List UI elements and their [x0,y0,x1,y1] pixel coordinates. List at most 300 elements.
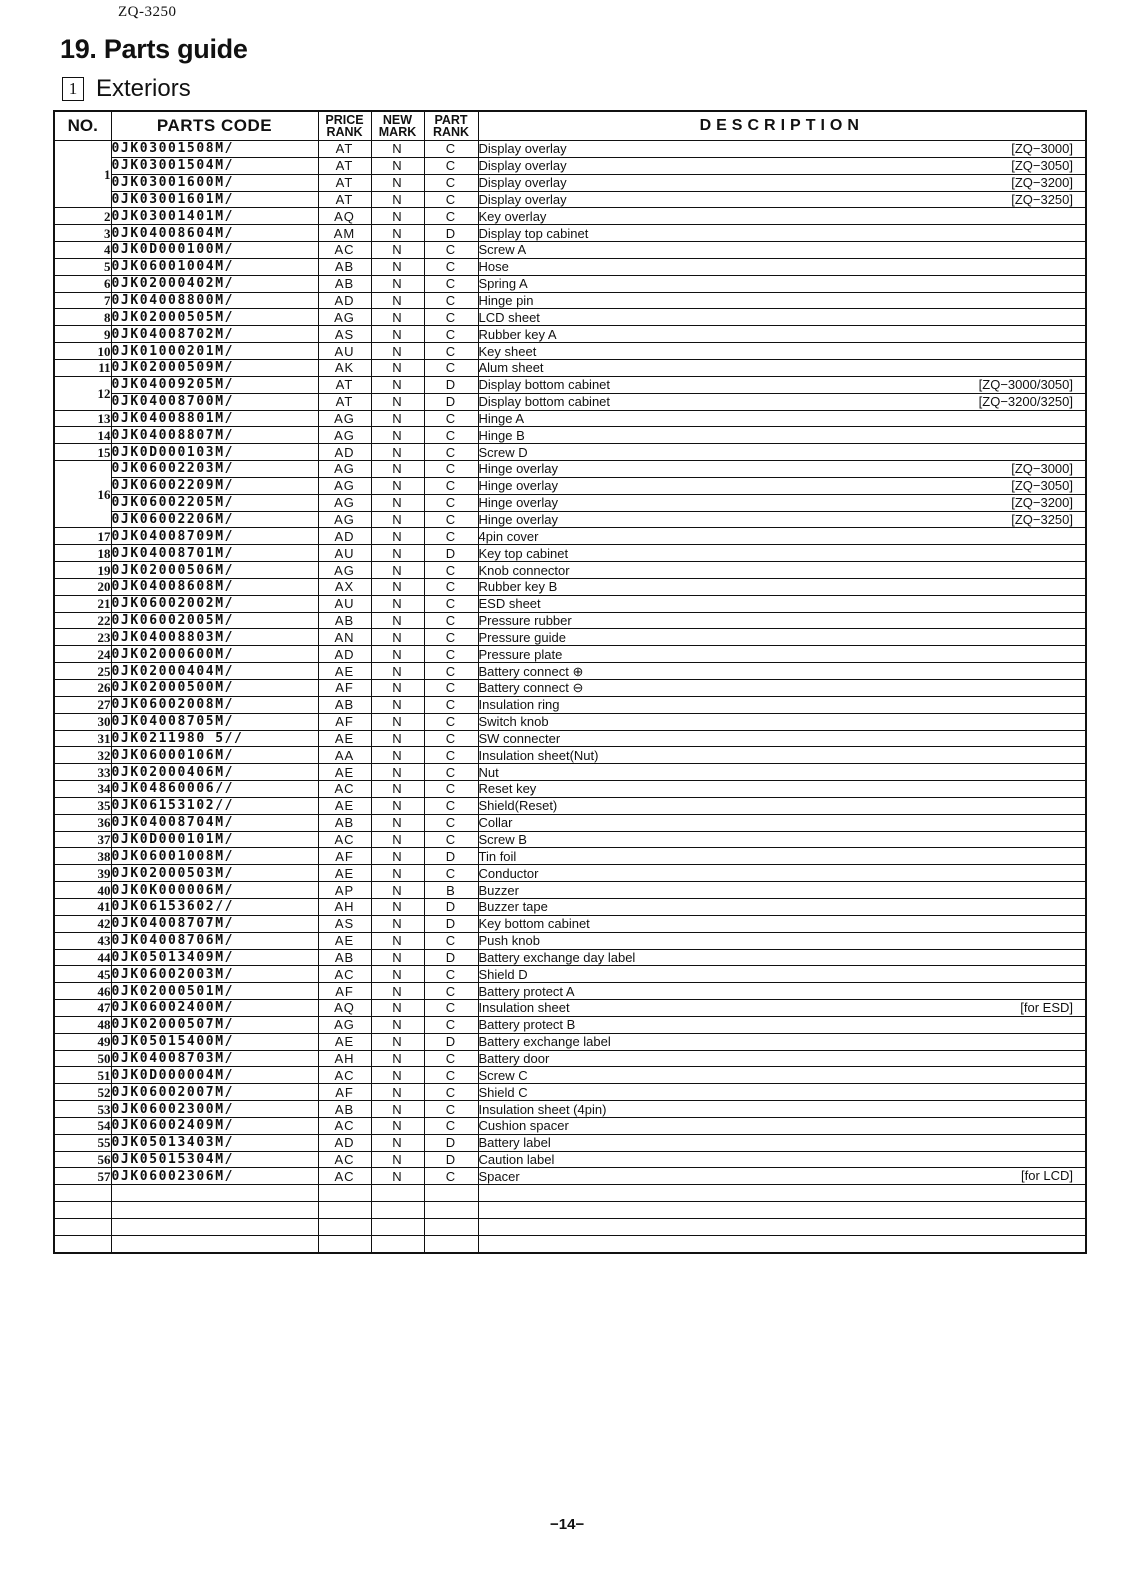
item-number: 20 [54,578,111,595]
part-rank: C [424,1084,478,1101]
price-rank: AU [318,595,371,612]
description-cell [478,208,1086,225]
part-rank: C [424,359,478,376]
model-note: [ZQ−3200] [1011,494,1073,510]
new-mark: N [371,225,424,242]
new-mark: N [371,410,424,427]
parts-code: 0JK03001600M/ [111,174,318,191]
description: Hinge overlay [478,478,558,494]
item-number: 14 [54,427,111,444]
part-rank: D [424,393,478,410]
description-cell [478,848,1086,865]
section-heading [62,75,191,103]
table-row [54,444,1086,461]
description: Insulation sheet (4pin) [478,1101,607,1117]
price-rank: AP [318,882,371,899]
price-rank-line2: RANK [326,125,363,139]
part-rank: C [424,865,478,882]
empty-cell [111,1235,318,1252]
table-row [54,629,1086,646]
parts-code: 0JK06002409M/ [111,1117,318,1134]
price-rank: AE [318,932,371,949]
price-rank: AG [318,494,371,511]
empty-cell [424,1219,478,1236]
price-rank: AC [318,966,371,983]
description-cell [478,1168,1086,1185]
item-number: 8 [54,309,111,326]
price-rank: AF [318,848,371,865]
column-header-price-rank [318,111,371,141]
description: Battery label [478,1135,551,1151]
price-rank: AG [318,461,371,478]
empty-row [54,1219,1086,1236]
description-cell [478,393,1086,410]
table-row [54,1067,1086,1084]
model-note: [ZQ−3050] [1011,477,1073,493]
parts-code: 0JK02000509M/ [111,359,318,376]
table-row [54,309,1086,326]
description: Hinge overlay [478,461,558,477]
price-rank: AG [318,309,371,326]
part-rank: D [424,848,478,865]
parts-code: 0JK04008703M/ [111,1050,318,1067]
table-row [54,1016,1086,1033]
table-row [54,747,1086,764]
description: Screw A [478,242,527,258]
item-number: 57 [54,1168,111,1185]
new-mark: N [371,258,424,275]
part-rank: C [424,477,478,494]
new-mark: N [371,141,424,158]
table-row [54,141,1086,158]
description: Insulation ring [478,697,560,713]
price-rank: AB [318,275,371,292]
description-cell [478,814,1086,831]
table-row [54,511,1086,528]
price-rank: AD [318,646,371,663]
description: Caution label [478,1152,555,1168]
description: SW connecter [478,730,561,746]
empty-cell [478,1202,1086,1219]
table-row [54,1168,1086,1185]
part-rank: C [424,511,478,528]
description-cell [478,461,1086,478]
price-rank: AH [318,898,371,915]
price-rank: AQ [318,208,371,225]
table-row [54,1134,1086,1151]
new-mark: N [371,1151,424,1168]
new-mark: N [371,578,424,595]
new-mark: N [371,1000,424,1017]
parts-code: 0JK04008705M/ [111,713,318,730]
parts-code: 0JK02000600M/ [111,646,318,663]
description: Hinge overlay [478,511,558,527]
item-number: 33 [54,764,111,781]
item-number: 39 [54,865,111,882]
part-rank: C [424,713,478,730]
description: Insulation sheet [478,1000,570,1016]
parts-code: 0JK06002007M/ [111,1084,318,1101]
new-mark: N [371,730,424,747]
price-rank: AT [318,191,371,208]
parts-code: 0JK06002209M/ [111,477,318,494]
item-number: 13 [54,410,111,427]
item-number: 4 [54,242,111,259]
description-cell [478,578,1086,595]
table-row [54,393,1086,410]
new-mark: N [371,1067,424,1084]
description: Tin foil [478,848,517,864]
price-rank: AC [318,1168,371,1185]
item-number: 31 [54,730,111,747]
table-row [54,157,1086,174]
price-rank: AG [318,427,371,444]
description: Battery connect ⊖ [478,680,584,696]
new-mark: N [371,1168,424,1185]
new-mark: N [371,915,424,932]
description: Battery exchange day label [478,949,636,965]
description-cell [478,1033,1086,1050]
parts-code: 0JK04008702M/ [111,326,318,343]
price-rank: AE [318,663,371,680]
empty-cell [54,1202,111,1219]
parts-code: 0JK06002002M/ [111,595,318,612]
model-note: [ZQ−3000] [1011,141,1073,156]
new-mark: N [371,343,424,360]
description-cell [478,983,1086,1000]
part-rank: C [424,680,478,697]
description: Shield(Reset) [478,798,558,814]
description: Hinge overlay [478,495,558,511]
parts-code: 0JK06002300M/ [111,1101,318,1118]
description: Key top cabinet [478,545,569,561]
description: Insulation sheet(Nut) [478,747,599,763]
parts-code: 0JK04008803M/ [111,629,318,646]
item-number: 10 [54,343,111,360]
part-rank: C [424,410,478,427]
part-rank: C [424,275,478,292]
item-number: 3 [54,225,111,242]
table-row [54,932,1086,949]
description: Battery exchange label [478,1034,611,1050]
table-header-row [54,111,1086,141]
price-rank: AC [318,831,371,848]
description: Key bottom cabinet [478,916,590,932]
empty-cell [424,1202,478,1219]
description: Screw D [478,444,528,460]
new-mark: N [371,309,424,326]
price-rank: AE [318,1033,371,1050]
parts-code: 0JK04008807M/ [111,427,318,444]
table-row [54,595,1086,612]
part-rank: C [424,966,478,983]
parts-code: 0JK06153102// [111,797,318,814]
parts-code: 0JK0D000004M/ [111,1067,318,1084]
price-rank: AT [318,141,371,158]
new-mark-line2: MARK [378,125,417,139]
description-cell [478,898,1086,915]
part-rank: C [424,1117,478,1134]
new-mark: N [371,882,424,899]
description: LCD sheet [478,309,540,325]
description-cell [478,477,1086,494]
description: Hose [478,259,509,275]
item-number: 50 [54,1050,111,1067]
model-note: [for ESD] [1020,1000,1073,1016]
part-rank: C [424,562,478,579]
parts-code: 0JK02000505M/ [111,309,318,326]
table-row [54,494,1086,511]
part-rank: C [424,528,478,545]
description: Alum sheet [478,360,544,376]
new-mark: N [371,983,424,1000]
description-cell [478,157,1086,174]
price-rank: AT [318,376,371,393]
parts-code: 0JK05015304M/ [111,1151,318,1168]
new-mark: N [371,646,424,663]
description: Shield D [478,966,528,982]
table-row [54,1151,1086,1168]
parts-code: 0JK03001401M/ [111,208,318,225]
description-cell [478,376,1086,393]
description-cell [478,747,1086,764]
parts-code: 0JK04008801M/ [111,410,318,427]
parts-code: 0JK0211980 5// [111,730,318,747]
empty-cell [318,1202,371,1219]
description-cell [478,292,1086,309]
description: Battery protect B [478,1017,576,1033]
table-row [54,461,1086,478]
new-mark: N [371,545,424,562]
new-mark: N [371,292,424,309]
parts-code: 0JK04008800M/ [111,292,318,309]
description-cell [478,595,1086,612]
part-rank: D [424,545,478,562]
table-row [54,359,1086,376]
table-row [54,915,1086,932]
description: Pressure rubber [478,613,572,629]
item-number: 12 [54,376,111,410]
parts-code: 0JK0D000101M/ [111,831,318,848]
item-number: 40 [54,882,111,899]
description: Key sheet [478,343,537,359]
table-row [54,764,1086,781]
item-number: 37 [54,831,111,848]
parts-code: 0JK02000404M/ [111,663,318,680]
part-rank: C [424,595,478,612]
price-rank: AC [318,1151,371,1168]
price-rank: AB [318,696,371,713]
column-header-part-rank [424,111,478,141]
part-rank: C [424,814,478,831]
part-rank: D [424,1151,478,1168]
table-row [54,898,1086,915]
table-row [54,326,1086,343]
description: Hinge pin [478,293,534,309]
description: Display top cabinet [478,225,589,241]
table-row [54,612,1086,629]
new-mark: N [371,461,424,478]
description: Cushion spacer [478,1118,569,1134]
description-cell [478,1101,1086,1118]
table-row [54,949,1086,966]
parts-code: 0JK03001508M/ [111,141,318,158]
item-number: 54 [54,1117,111,1134]
part-rank: D [424,915,478,932]
table-row [54,646,1086,663]
description-cell [478,494,1086,511]
parts-code: 0JK0D000103M/ [111,444,318,461]
price-rank: AG [318,511,371,528]
description-cell [478,915,1086,932]
parts-table [53,110,1087,1254]
part-rank: D [424,1033,478,1050]
description: Display bottom cabinet [478,377,611,393]
new-mark: N [371,157,424,174]
description: Screw B [478,832,527,848]
item-number: 16 [54,461,111,528]
table-row [54,966,1086,983]
column-header-no: NO. [54,111,111,141]
empty-row [54,1202,1086,1219]
table-row [54,797,1086,814]
description-cell [478,242,1086,259]
part-rank: C [424,343,478,360]
item-number: 51 [54,1067,111,1084]
parts-code: 0JK02000402M/ [111,275,318,292]
description-cell [478,764,1086,781]
empty-cell [111,1185,318,1202]
part-rank: C [424,663,478,680]
empty-cell [371,1219,424,1236]
parts-code: 0JK06002205M/ [111,494,318,511]
new-mark: N [371,1050,424,1067]
parts-code: 0JK06000106M/ [111,747,318,764]
description: ESD sheet [478,596,541,612]
item-number: 23 [54,629,111,646]
price-rank: AD [318,528,371,545]
parts-code: 0JK04008709M/ [111,528,318,545]
description: Battery door [478,1050,550,1066]
part-rank: D [424,949,478,966]
part-rank: C [424,696,478,713]
parts-code: 0JK06002206M/ [111,511,318,528]
parts-code: 0JK02000501M/ [111,983,318,1000]
description: Rubber key B [478,579,558,595]
parts-code: 0JK06001004M/ [111,258,318,275]
price-rank: AE [318,764,371,781]
empty-row [54,1235,1086,1252]
empty-cell [478,1219,1086,1236]
column-header-description: DESCRIPTION [478,111,1086,141]
parts-code: 0JK06002306M/ [111,1168,318,1185]
item-number: 56 [54,1151,111,1168]
new-mark: N [371,814,424,831]
item-number: 36 [54,814,111,831]
price-rank: AS [318,326,371,343]
price-rank: AF [318,983,371,1000]
table-row [54,275,1086,292]
part-rank: C [424,494,478,511]
parts-code: 0JK04008704M/ [111,814,318,831]
part-rank: C [424,208,478,225]
new-mark: N [371,1016,424,1033]
parts-code: 0JK06002203M/ [111,461,318,478]
table-row [54,983,1086,1000]
table-row [54,258,1086,275]
table-row [54,427,1086,444]
part-rank: C [424,831,478,848]
description-cell [478,174,1086,191]
description-cell [478,865,1086,882]
description: Switch knob [478,714,549,730]
new-mark-line1: NEW [382,113,413,127]
model-note: [ZQ−3000] [1011,461,1073,477]
description-cell [478,545,1086,562]
table-row [54,882,1086,899]
parts-code: 0JK05013409M/ [111,949,318,966]
part-rank: C [424,444,478,461]
description-cell [478,781,1086,798]
description: Hinge B [478,427,525,443]
description: Pressure plate [478,646,563,662]
new-mark: N [371,427,424,444]
table-row [54,578,1086,595]
table-row [54,191,1086,208]
new-mark: N [371,528,424,545]
description: Screw C [478,1067,528,1083]
part-rank-line2: RANK [432,125,470,139]
page-title: 19. Parts guide [60,34,248,64]
table-row [54,545,1086,562]
price-rank: AC [318,1067,371,1084]
item-number: 49 [54,1033,111,1050]
item-number: 21 [54,595,111,612]
table-row [54,1050,1086,1067]
price-rank: AM [318,225,371,242]
empty-cell [478,1235,1086,1252]
item-number: 47 [54,1000,111,1017]
part-rank: C [424,157,478,174]
new-mark: N [371,966,424,983]
description-cell [478,882,1086,899]
price-rank: AT [318,393,371,410]
table-row [54,713,1086,730]
part-rank: C [424,326,478,343]
item-number: 9 [54,326,111,343]
description-cell [478,713,1086,730]
table-row [54,208,1086,225]
empty-cell [478,1185,1086,1202]
item-number: 46 [54,983,111,1000]
part-rank: C [424,612,478,629]
part-rank: C [424,141,478,158]
parts-code: 0JK03001504M/ [111,157,318,174]
price-rank: AH [318,1050,371,1067]
description-cell [478,275,1086,292]
table-row [54,865,1086,882]
parts-code: 0JK06001008M/ [111,848,318,865]
description: Display bottom cabinet [478,394,611,410]
description: Reset key [478,781,537,797]
section-number: 1 [62,77,84,101]
description: Spring A [478,276,528,292]
description-cell [478,225,1086,242]
price-rank: AE [318,797,371,814]
parts-code: 0JK02000500M/ [111,680,318,697]
new-mark: N [371,696,424,713]
item-number: 22 [54,612,111,629]
